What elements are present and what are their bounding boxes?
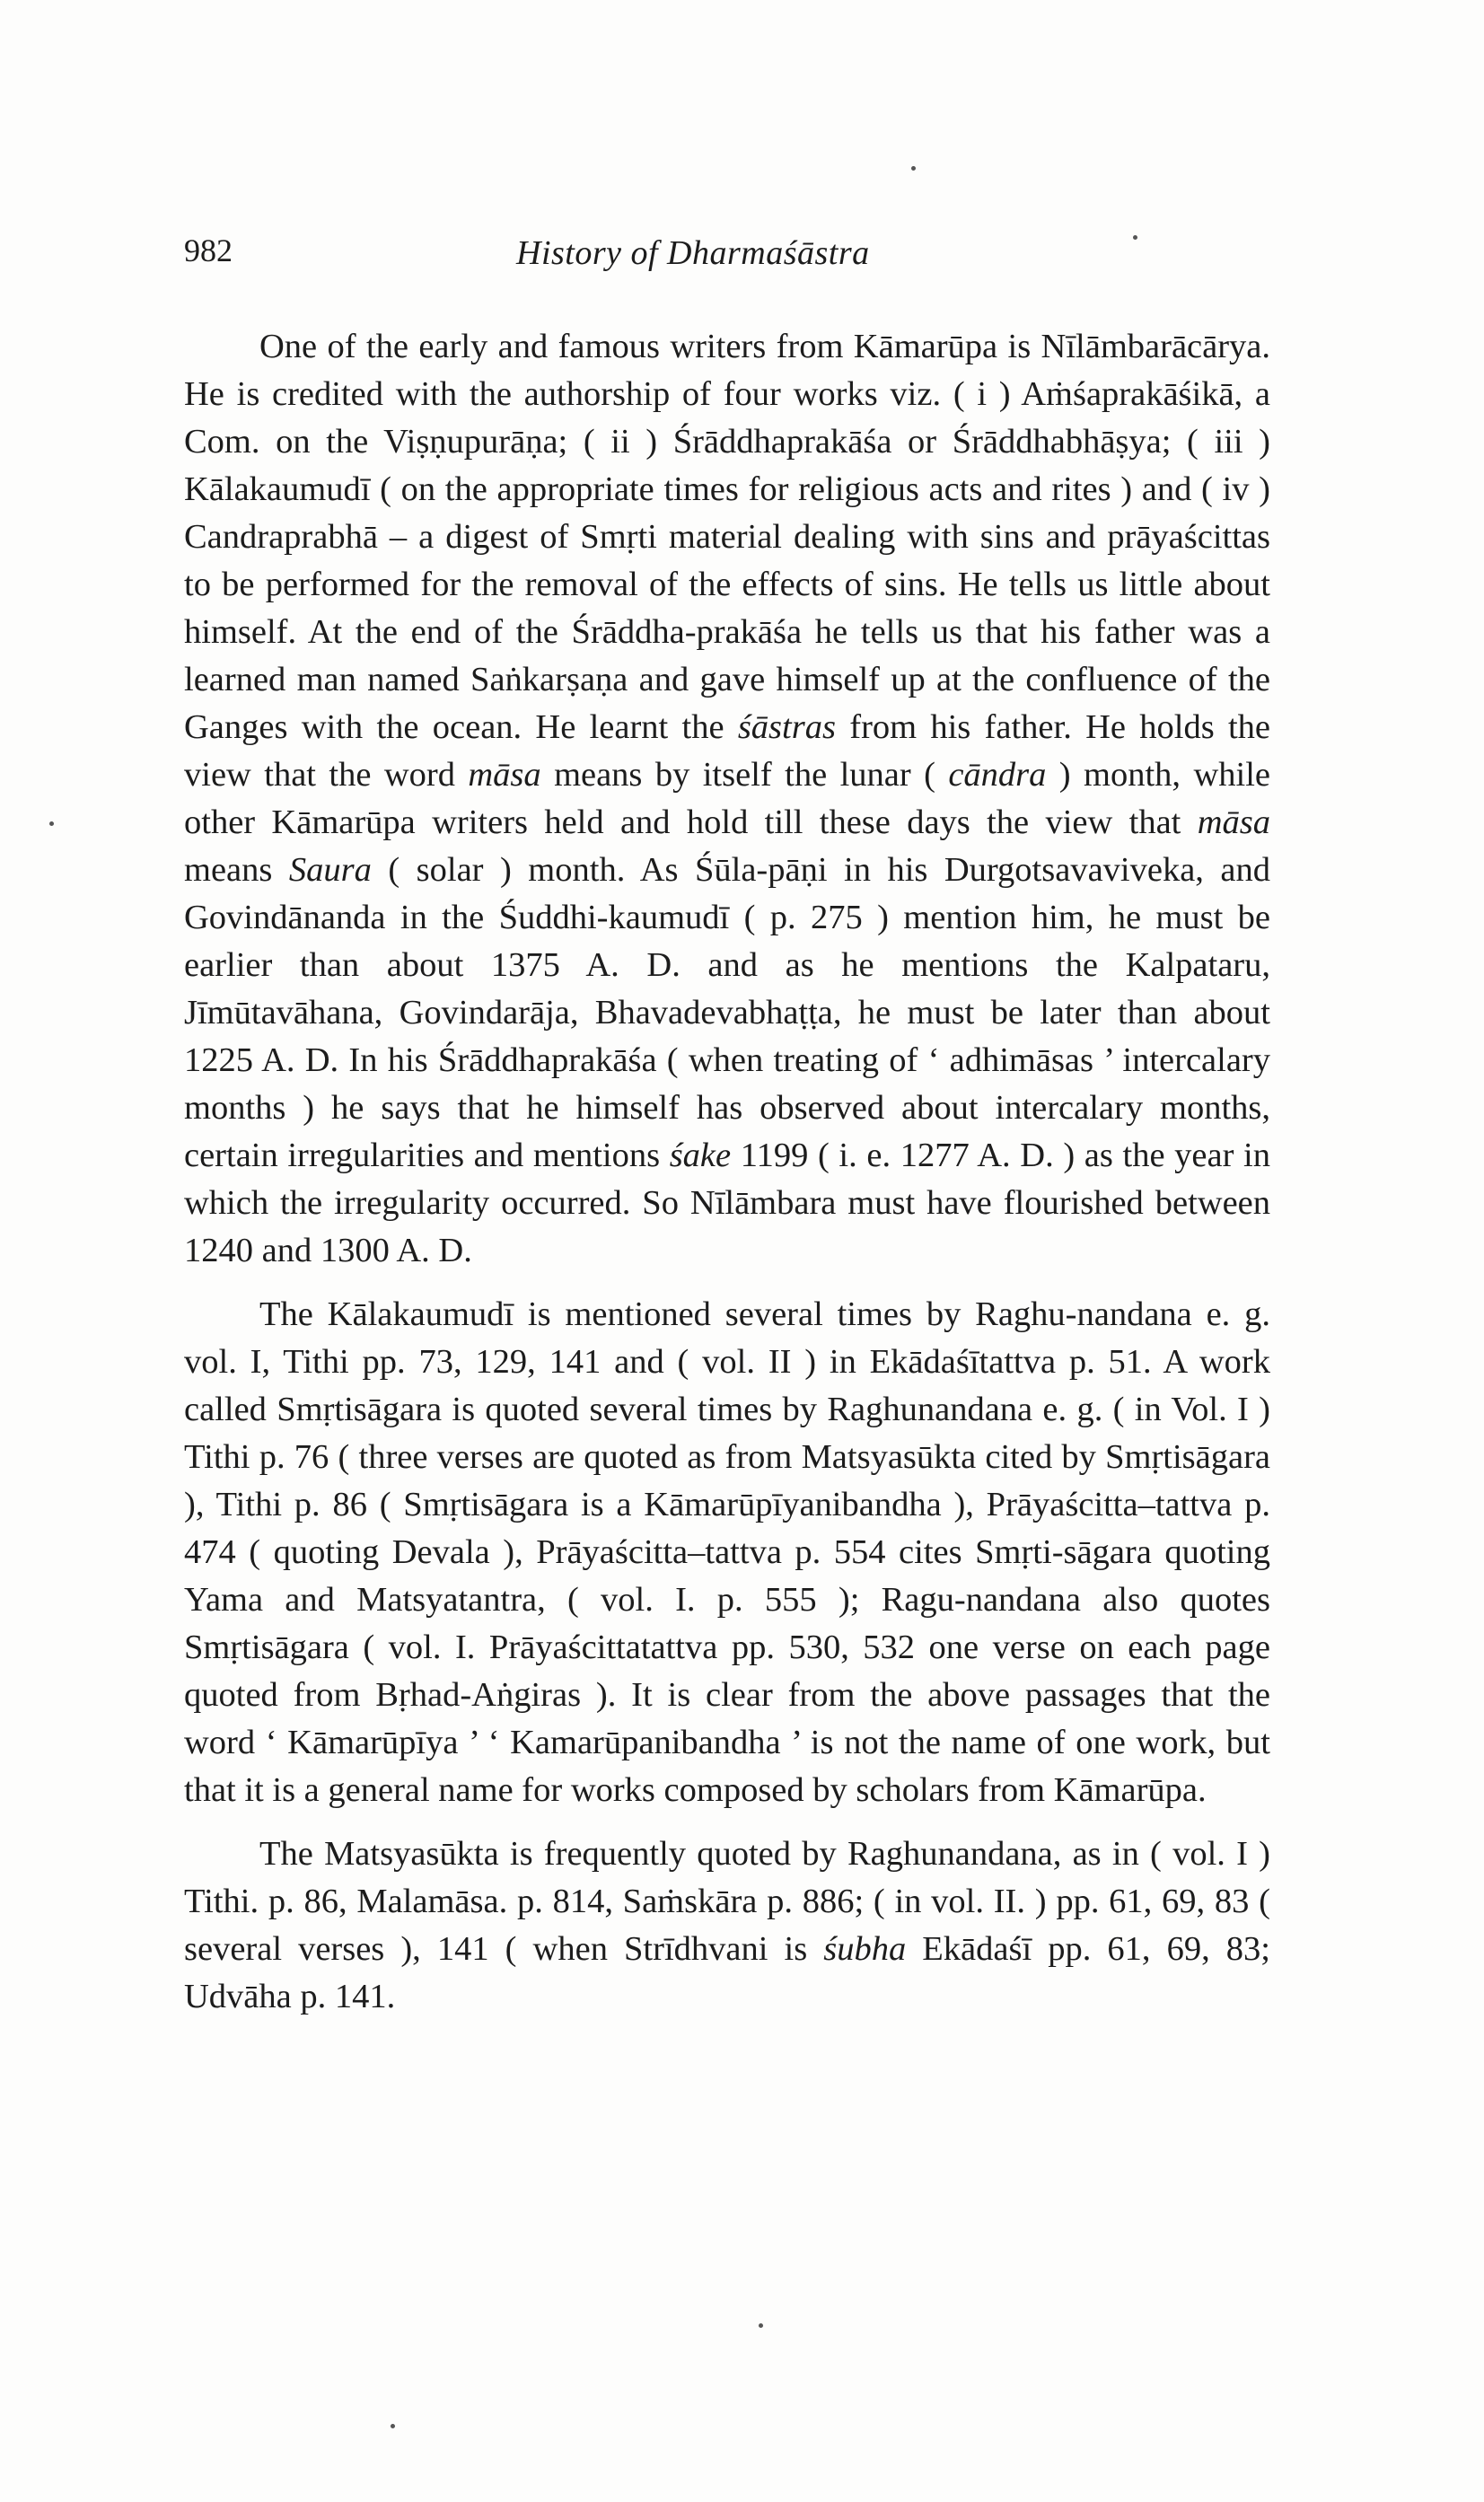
italic-term: śāstras <box>737 708 836 746</box>
italic-term: māsa <box>468 756 541 794</box>
running-title: History of Dharmaśāstra <box>516 234 870 272</box>
text-run: The Matsyasūkta is frequently quoted by Raghunandana, as in ( vol. I ) Tithi. p. 86, Malamāsa. p. 814, Saṁskāra p. 886; ( in vol. II. ) pp. 61, 69, 83 ( several verses ), 141 ( when Strīdhvani is <box>184 1835 1270 1968</box>
text-run: Ekādaśī pp. 61, 69, 83; Udvāha p. 141. <box>184 1930 1270 2015</box>
text-run: means <box>184 851 289 889</box>
italic-term: śake <box>669 1137 732 1174</box>
text-run: The Kālakaumudī is mentioned several times by Raghu-nandana e. g. vol. I, Tithi pp. 73, 129, 141 and ( vol. II ) in Ekādaśītattva p. 51. A work called Smṛtisāgara is quoted several times by Raghunandana e. g. ( in Vol. I ) Tithi p. 76 ( three verses are quoted as from Matsyasūkta cited by Smṛtisāgara ), Tithi p. 86 ( Smṛtisāgara is a Kāmarūpīyanibandha ), Prāyaścitta–tattva p. 474 ( quoting Devala ), Prāyaścitta–tattva p. 554 cites Smṛti-sāgara quoting Yama and Matsyatantra, ( vol. I. p. 555 ); Ragu-nandana also quotes Smṛtisāgara ( vol. I. Prāyaścittatattva pp. 530, 532 one verse on each page quoted from Bṛhad-Aṅgiras ). It is clear from the above passages that the word ‘ Kāmarūpīya ’ ‘ Kamarūpanibandha ’ is not the name of one work, but that it is a general name for works composed by scholars from Kāmarūpa. <box>184 1295 1270 1809</box>
print-speck <box>49 821 54 826</box>
text-run: One of the early and famous writers from Kāmarūpa is Nīlāmbarācārya. He is credited with the authorship of four works viz. ( i ) Aṁśaprakāśikā, a Com. on the Viṣṇupurāṇa; ( ii ) Śrāddhaprakāśa or Śrāddhabhāṣya; ( iii ) Kālakaumudī ( on the appropriate times for religious acts and rites ) and ( iv ) Candraprabhā – a digest of Smṛti material dealing with sins and prāyaścittas to be performed for the removal of the effects of sins. He tells us little about himself. At the end of the Śrāddha-prakāśa he tells us that his father was a learned man named Saṅkarṣaṇa and gave himself up at the confluence of the Ganges with the ocean. He learnt the <box>184 328 1270 746</box>
text-run: ( solar ) month. As Śūla-pāṇi in his Durgotsavaviveka, and Govindānanda in the Śuddhi-kaumudī ( p. 275 ) mention him, he must be earlier than about 1375 A. D. and as he mentions the Kalpataru, Jīmūtavāhana, Govindarāja, Bhavadevabhaṭṭa, he must be later than about 1225 A. D. In his Śrāddhaprakāśa ( when treating of ‘ adhimāsas ’ intercalary months ) he says that he himself has observed about intercalary months, certain irregularities and mentions <box>184 851 1270 1174</box>
italic-term: cāndra <box>948 756 1047 794</box>
print-speck <box>911 166 916 171</box>
page-number: 982 <box>184 233 233 268</box>
paragraph-kalakaumudi <box>184 1291 1270 1814</box>
print-speck <box>391 2424 395 2428</box>
text-run: ) month, while other Kāmarūpa writers held and hold till these days the view that <box>184 756 1270 841</box>
running-head <box>184 232 1261 285</box>
print-speck <box>1133 235 1137 240</box>
body-text <box>184 323 1270 2021</box>
paragraph-matsyasukta <box>184 1830 1270 2021</box>
italic-term: śubha <box>823 1930 907 1968</box>
text-run: means by itself the lunar ( <box>540 756 949 794</box>
italic-term: māsa <box>1197 803 1270 841</box>
print-speck <box>759 2323 763 2328</box>
paragraph-nilambara <box>184 323 1270 1275</box>
text-run: 1199 ( i. e. 1277 A. D. ) as the year in which the irregularity occurred. So Nīlāmbara must have flourished between 1240 and 1300 A. D. <box>184 1137 1270 1269</box>
text-run: from his father. He holds the view that the word <box>184 708 1271 794</box>
italic-term: Saura <box>288 851 372 889</box>
